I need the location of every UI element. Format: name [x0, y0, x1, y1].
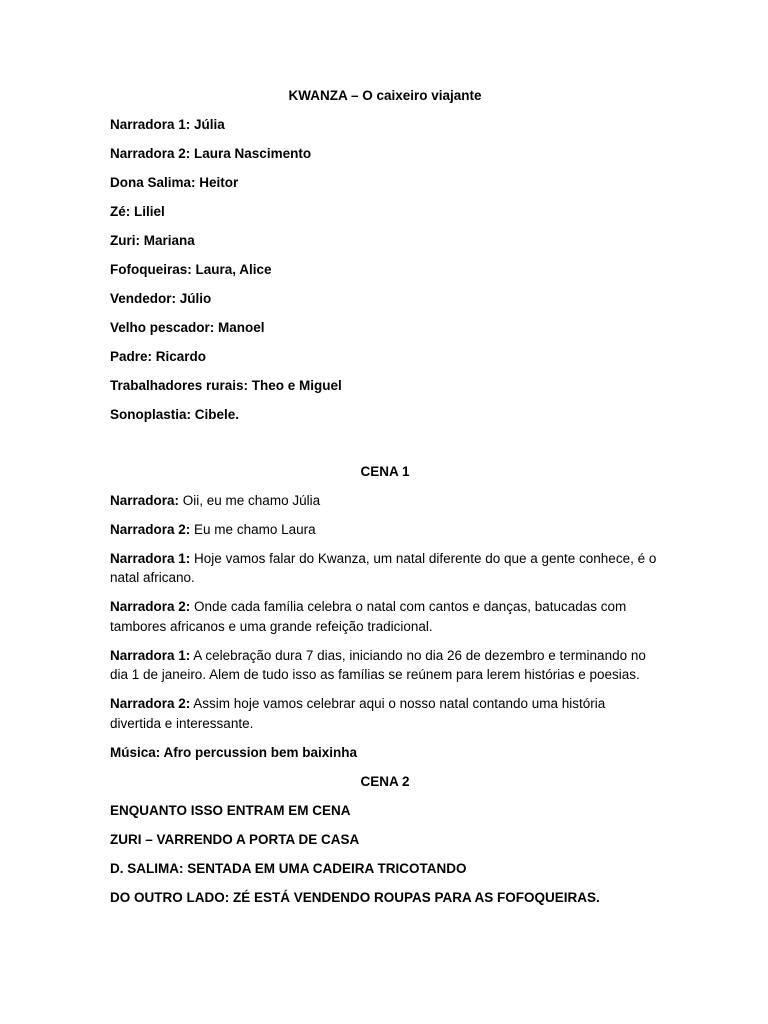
cast-item: Sonoplastia: Cibele. — [110, 406, 240, 422]
cast-item: Zuri: Mariana — [110, 232, 195, 248]
speaker-name: Narradora 2: — [110, 521, 191, 537]
stage-direction: ZURI – VARRENDO A PORTA DE CASA — [110, 831, 360, 847]
cast-item: Zé: Liliel — [110, 203, 165, 219]
cast-item: Dona Salima: Heitor — [110, 174, 239, 190]
cast-item: Vendedor: Júlio — [110, 290, 212, 306]
stage-direction: DO OUTRO LADO: ZÉ ESTÁ VENDENDO ROUPAS PARA AS FOFOQUEIRAS. — [110, 889, 600, 905]
scene-2-title: CENA 2 — [360, 773, 410, 789]
cast-list — [110, 115, 660, 425]
dialog-line — [110, 646, 660, 685]
document-body — [110, 86, 660, 917]
music-cue: Música: Afro percussion bem baixinha — [110, 744, 358, 760]
cast-item: Fofoqueiras: Laura, Alice — [110, 261, 272, 277]
dialog-text: Assim hoje vamos celebrar aqui o nosso natal contando uma história divertida e interessante. — [110, 696, 606, 731]
speaker-name: Narradora 1: — [110, 647, 191, 663]
dialog-line — [110, 597, 660, 636]
dialog-text: Hoje vamos falar do Kwanza, um natal diferente do que a gente conhece, é o natal africano. — [110, 550, 657, 585]
scene-1-title: CENA 1 — [360, 463, 410, 479]
spacer — [110, 434, 660, 462]
dialog-line — [110, 520, 660, 540]
dialog-text: A celebração dura 7 dias, iniciando no dia 26 de dezembro e terminando no dia 1 de janeiro. Alem de tudo isso as famílias se reúnem para lerem histórias e poesias. — [110, 647, 646, 682]
stage-direction: ENQUANTO ISSO ENTRAM EM CENA — [110, 802, 351, 818]
cast-item: Velho pescador: Manoel — [110, 319, 265, 335]
dialog-line — [110, 549, 660, 588]
speaker-name: Narradora 1: — [110, 550, 191, 566]
dialog-line — [110, 491, 660, 511]
stage-direction: D. SALIMA: SENTADA EM UMA CADEIRA TRICOTANDO — [110, 860, 467, 876]
cast-item: Padre: Ricardo — [110, 348, 207, 364]
speaker-name: Narradora 2: — [110, 599, 191, 614]
document-title: KWANZA – O caixeiro viajante — [288, 88, 482, 103]
speaker-name: Narradora: — [110, 492, 180, 508]
speaker-name: Narradora 2: — [110, 696, 191, 711]
cast-item: Narradora 2: Laura Nascimento — [110, 145, 312, 161]
dialog-text: Onde cada família celebra o natal com cantos e danças, batucadas com tambores africanos e uma grande refeição tradicional. — [110, 599, 627, 634]
dialog-text: Eu me chamo Laura — [190, 521, 316, 537]
dialog-line — [110, 694, 660, 733]
cast-item: Narradora 1: Júlia — [110, 116, 225, 132]
dialog-text: Oii, eu me chamo Júlia — [179, 492, 321, 508]
cast-item: Trabalhadores rurais: Theo e Miguel — [110, 377, 342, 393]
